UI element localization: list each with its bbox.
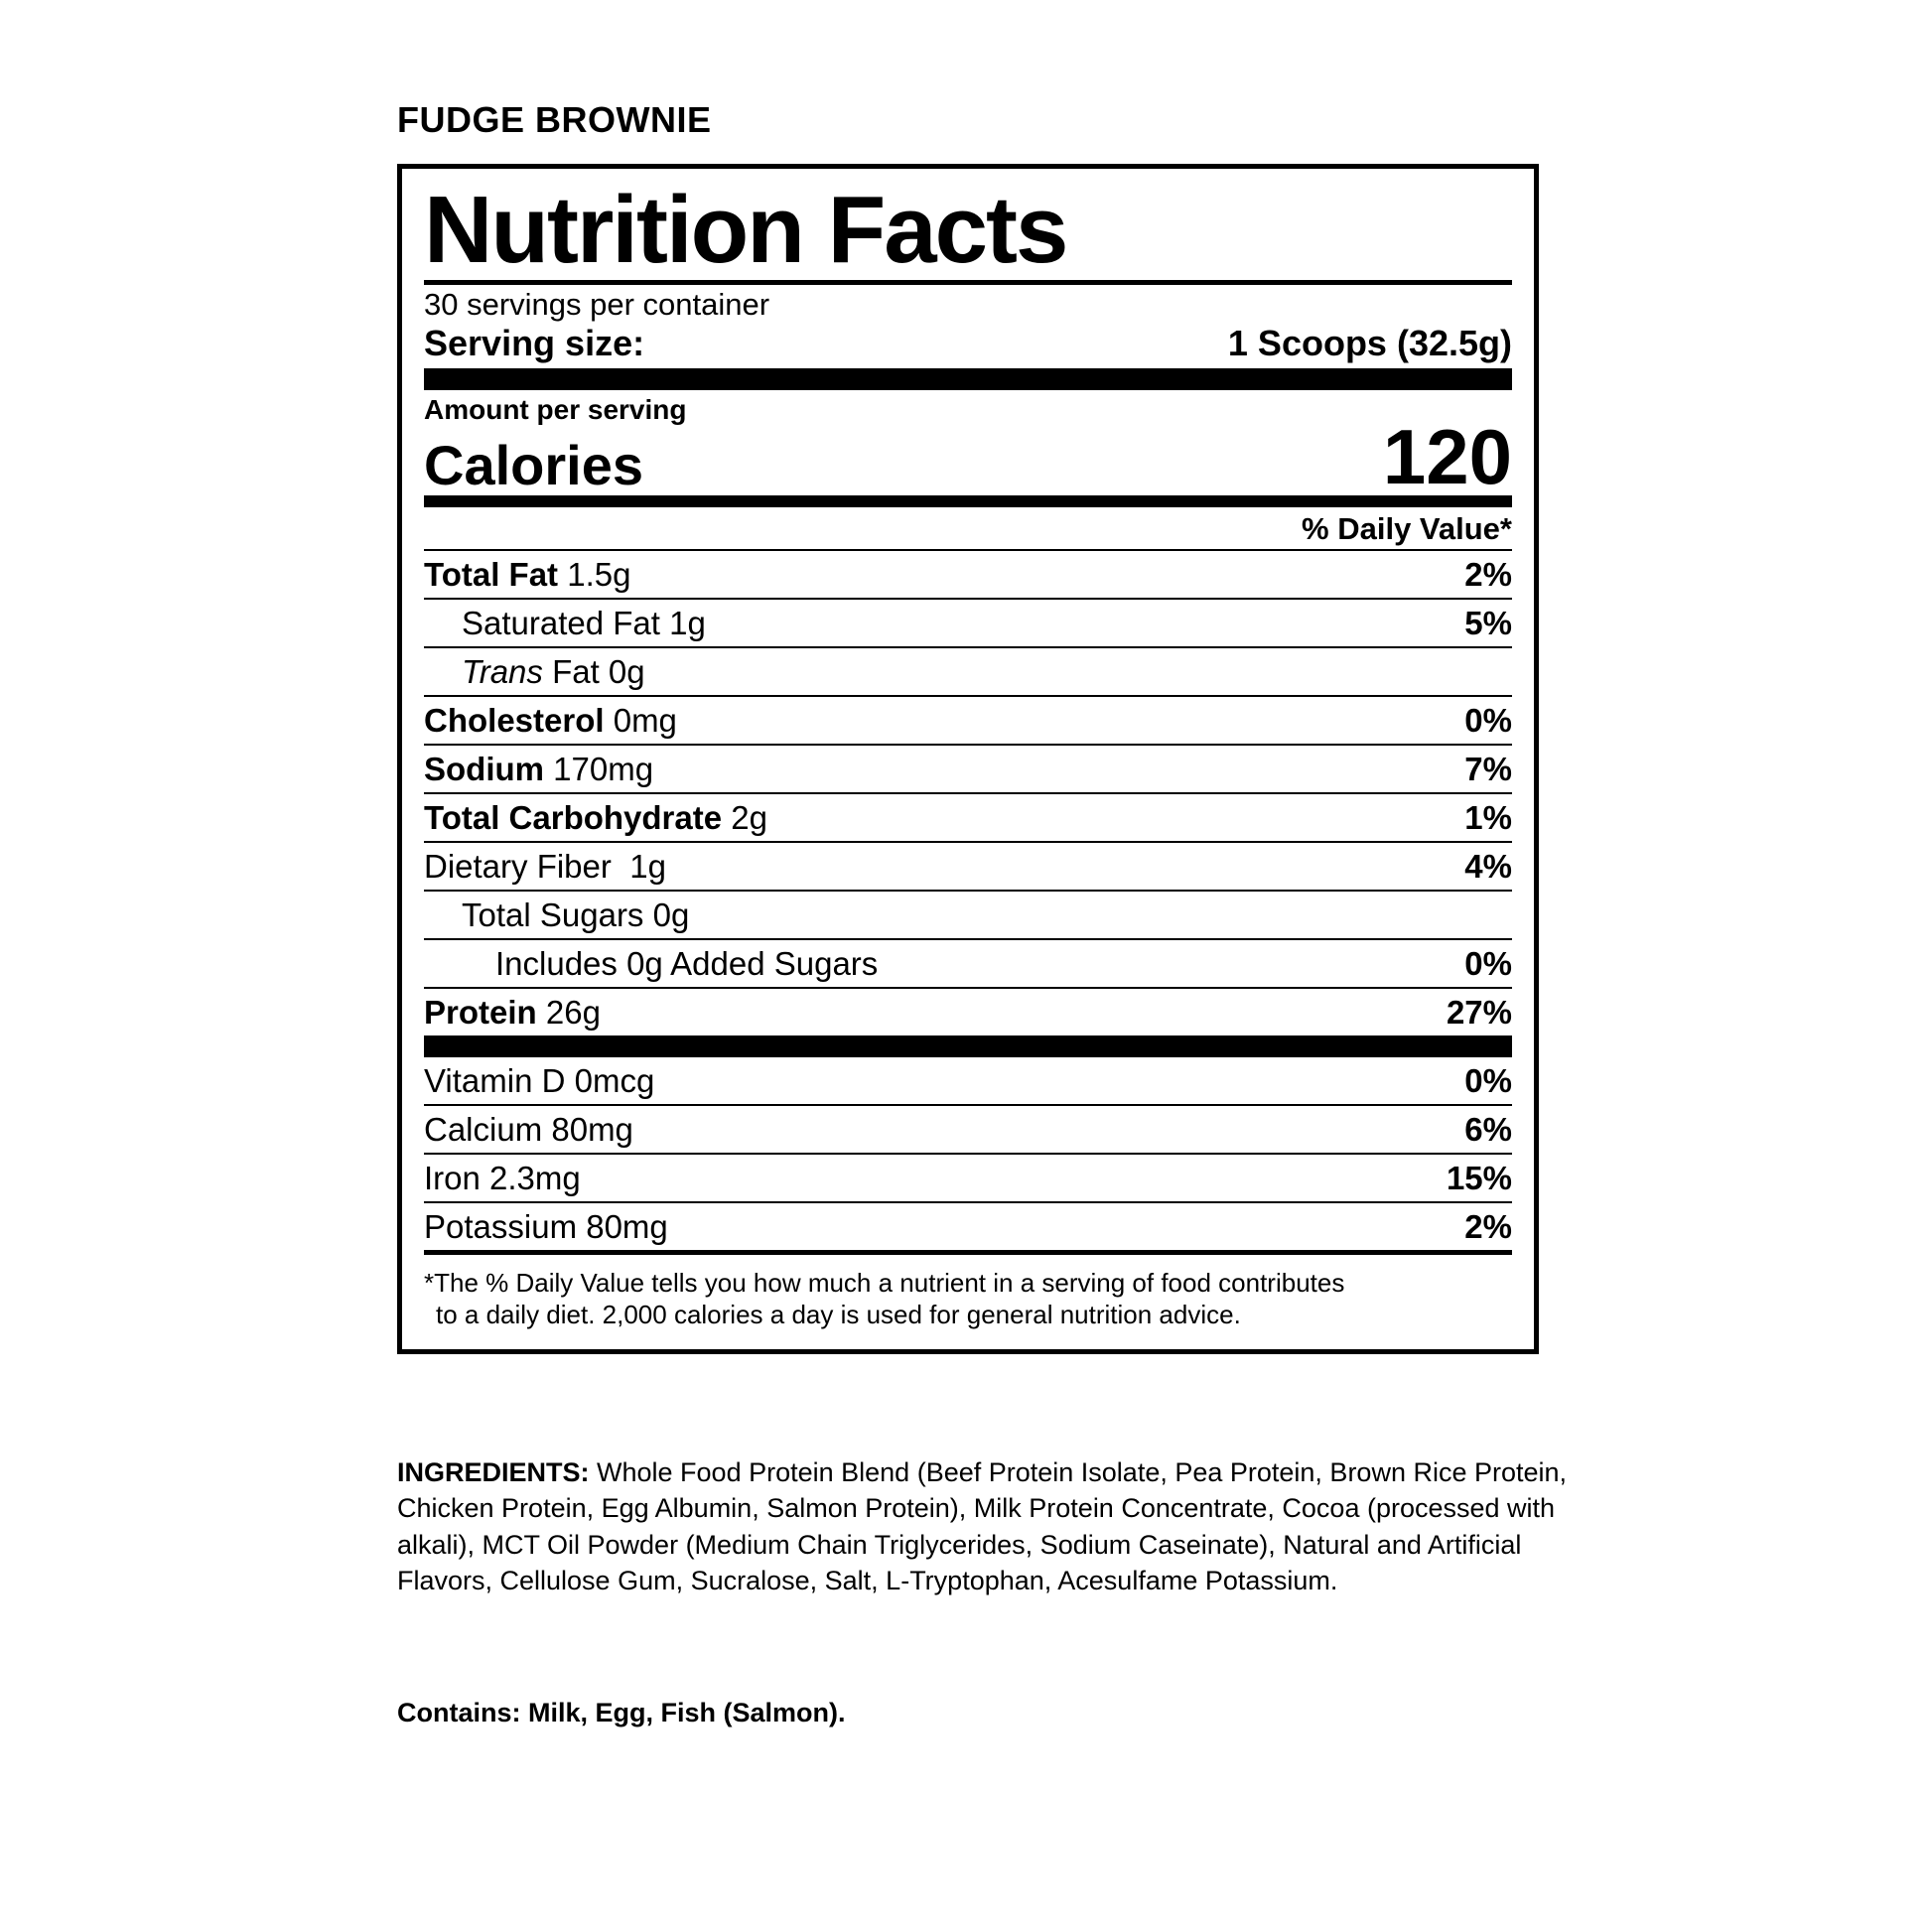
nutrient-row-total-fat [424, 551, 1512, 598]
divider-serving [424, 368, 1512, 390]
micronutrient-dv: 2% [1464, 1207, 1512, 1245]
nutrient-dv: 4% [1464, 847, 1512, 885]
nutrient-amount: 1g [629, 847, 666, 885]
nutrient-dv: 5% [1464, 604, 1512, 641]
nutrient-amount: 0mg [613, 701, 677, 739]
micronutrient-dv: 15% [1446, 1159, 1512, 1196]
nutrient-amount: 170mg [553, 750, 654, 787]
nutrient-name: Total Fat [424, 555, 559, 593]
footnote-line-1: *The % Daily Value tells you how much a nutrient in a serving of food contributes [424, 1267, 1345, 1298]
nutrient-name: Dietary Fiber [424, 847, 612, 885]
nutrient-dv: 0% [1464, 944, 1512, 982]
nutrient-row-saturated-fat [424, 600, 1512, 646]
nutrient-name: Includes 0g Added Sugars [495, 944, 879, 982]
nutrient-row-sodium [424, 746, 1512, 792]
nutrient-amount: 1.5g [567, 555, 631, 593]
nutrient-row-total-carbohydrate [424, 794, 1512, 841]
micronutrient-row-iron [424, 1155, 1512, 1201]
serving-size-label: Serving size: [424, 322, 645, 363]
nutrient-row-added-sugars [424, 940, 1512, 987]
nutrient-amount: 1g [669, 604, 706, 641]
nutrient-name: Total Carbohydrate [424, 798, 723, 836]
nutrient-name: Total Sugars [462, 896, 644, 933]
nutrient-dv: 7% [1464, 750, 1512, 787]
nutrient-dv: 27% [1446, 993, 1512, 1031]
nutrient-dv: 0% [1464, 701, 1512, 739]
footnote-line-2: to a daily diet. 2,000 calories a day is used for general nutrition advice. [436, 1300, 1241, 1330]
amount-per-serving-label: Amount per serving [424, 393, 687, 425]
nutrient-dv: 1% [1464, 798, 1512, 836]
micronutrient-name: Vitamin D 0mcg [424, 1061, 655, 1099]
nutrient-name: Protein [424, 993, 537, 1031]
nutrient-dv: 2% [1464, 555, 1512, 593]
nutrient-amount: 2g [731, 798, 767, 836]
calories-label: Calories [424, 433, 643, 496]
ingredients-label: INGREDIENTS: [397, 1457, 590, 1487]
daily-value-footnote [424, 1255, 1512, 1331]
nutrient-name: Trans [462, 652, 543, 690]
nutrient-row-total-sugars [424, 892, 1512, 938]
micronutrient-name: Iron 2.3mg [424, 1159, 581, 1196]
nutrient-row-cholesterol [424, 697, 1512, 744]
nutrient-row-protein [424, 989, 1512, 1035]
serving-size-row [424, 323, 1512, 364]
nutrient-amount: Fat 0g [552, 652, 645, 690]
daily-value-header: % Daily Value* [1302, 510, 1512, 546]
micronutrient-name: Calcium 80mg [424, 1110, 633, 1148]
nutrient-amount: 0g [652, 896, 690, 933]
micronutrient-row-potassium [424, 1203, 1512, 1250]
flavor-title: FUDGE BROWNIE [397, 99, 712, 140]
nutrient-amount: 26g [545, 993, 601, 1031]
ingredients-block [397, 1454, 1579, 1599]
nutrition-facts-panel [397, 164, 1539, 1354]
nutrient-row-trans-fat [424, 648, 1512, 695]
divider-calories [424, 495, 1512, 507]
nutrient-name: Saturated Fat [462, 604, 660, 641]
micronutrient-row-vitamin-d [424, 1057, 1512, 1104]
calories-row [424, 412, 1512, 500]
micronutrient-row-calcium [424, 1106, 1512, 1153]
micronutrient-name: Potassium 80mg [424, 1207, 668, 1245]
divider-protein [424, 1035, 1512, 1057]
micronutrient-dv: 0% [1464, 1061, 1512, 1099]
nutrition-facts-heading: Nutrition Facts [424, 177, 1067, 283]
contains-allergens: Contains: Milk, Egg, Fish (Salmon). [397, 1698, 846, 1727]
nutrient-name: Cholesterol [424, 701, 605, 739]
nutrient-row-dietary-fiber [424, 843, 1512, 890]
ingredients-text: Whole Food Protein Blend (Beef Protein Isolate, Pea Protein, Brown Rice Protein, Chicken Protein, Egg Albumin, Salmon Protein), Milk Protein Concentrate, Cocoa (processed with alkali), MCT Oil Powder (Medium Chain Triglycerides, Sodium Caseinate), Natural and Artificial Flavors, Cellulose Gum, Sucralose, Salt, L-Tryptophan, Acesulfame Potassium. [397, 1457, 1568, 1596]
nutrient-name: Sodium [424, 750, 544, 787]
serving-size-value: 1 Scoops (32.5g) [1227, 322, 1512, 363]
calories-value: 120 [1382, 412, 1512, 500]
micronutrient-dv: 6% [1464, 1110, 1512, 1148]
servings-per-container: 30 servings per container [424, 287, 770, 322]
